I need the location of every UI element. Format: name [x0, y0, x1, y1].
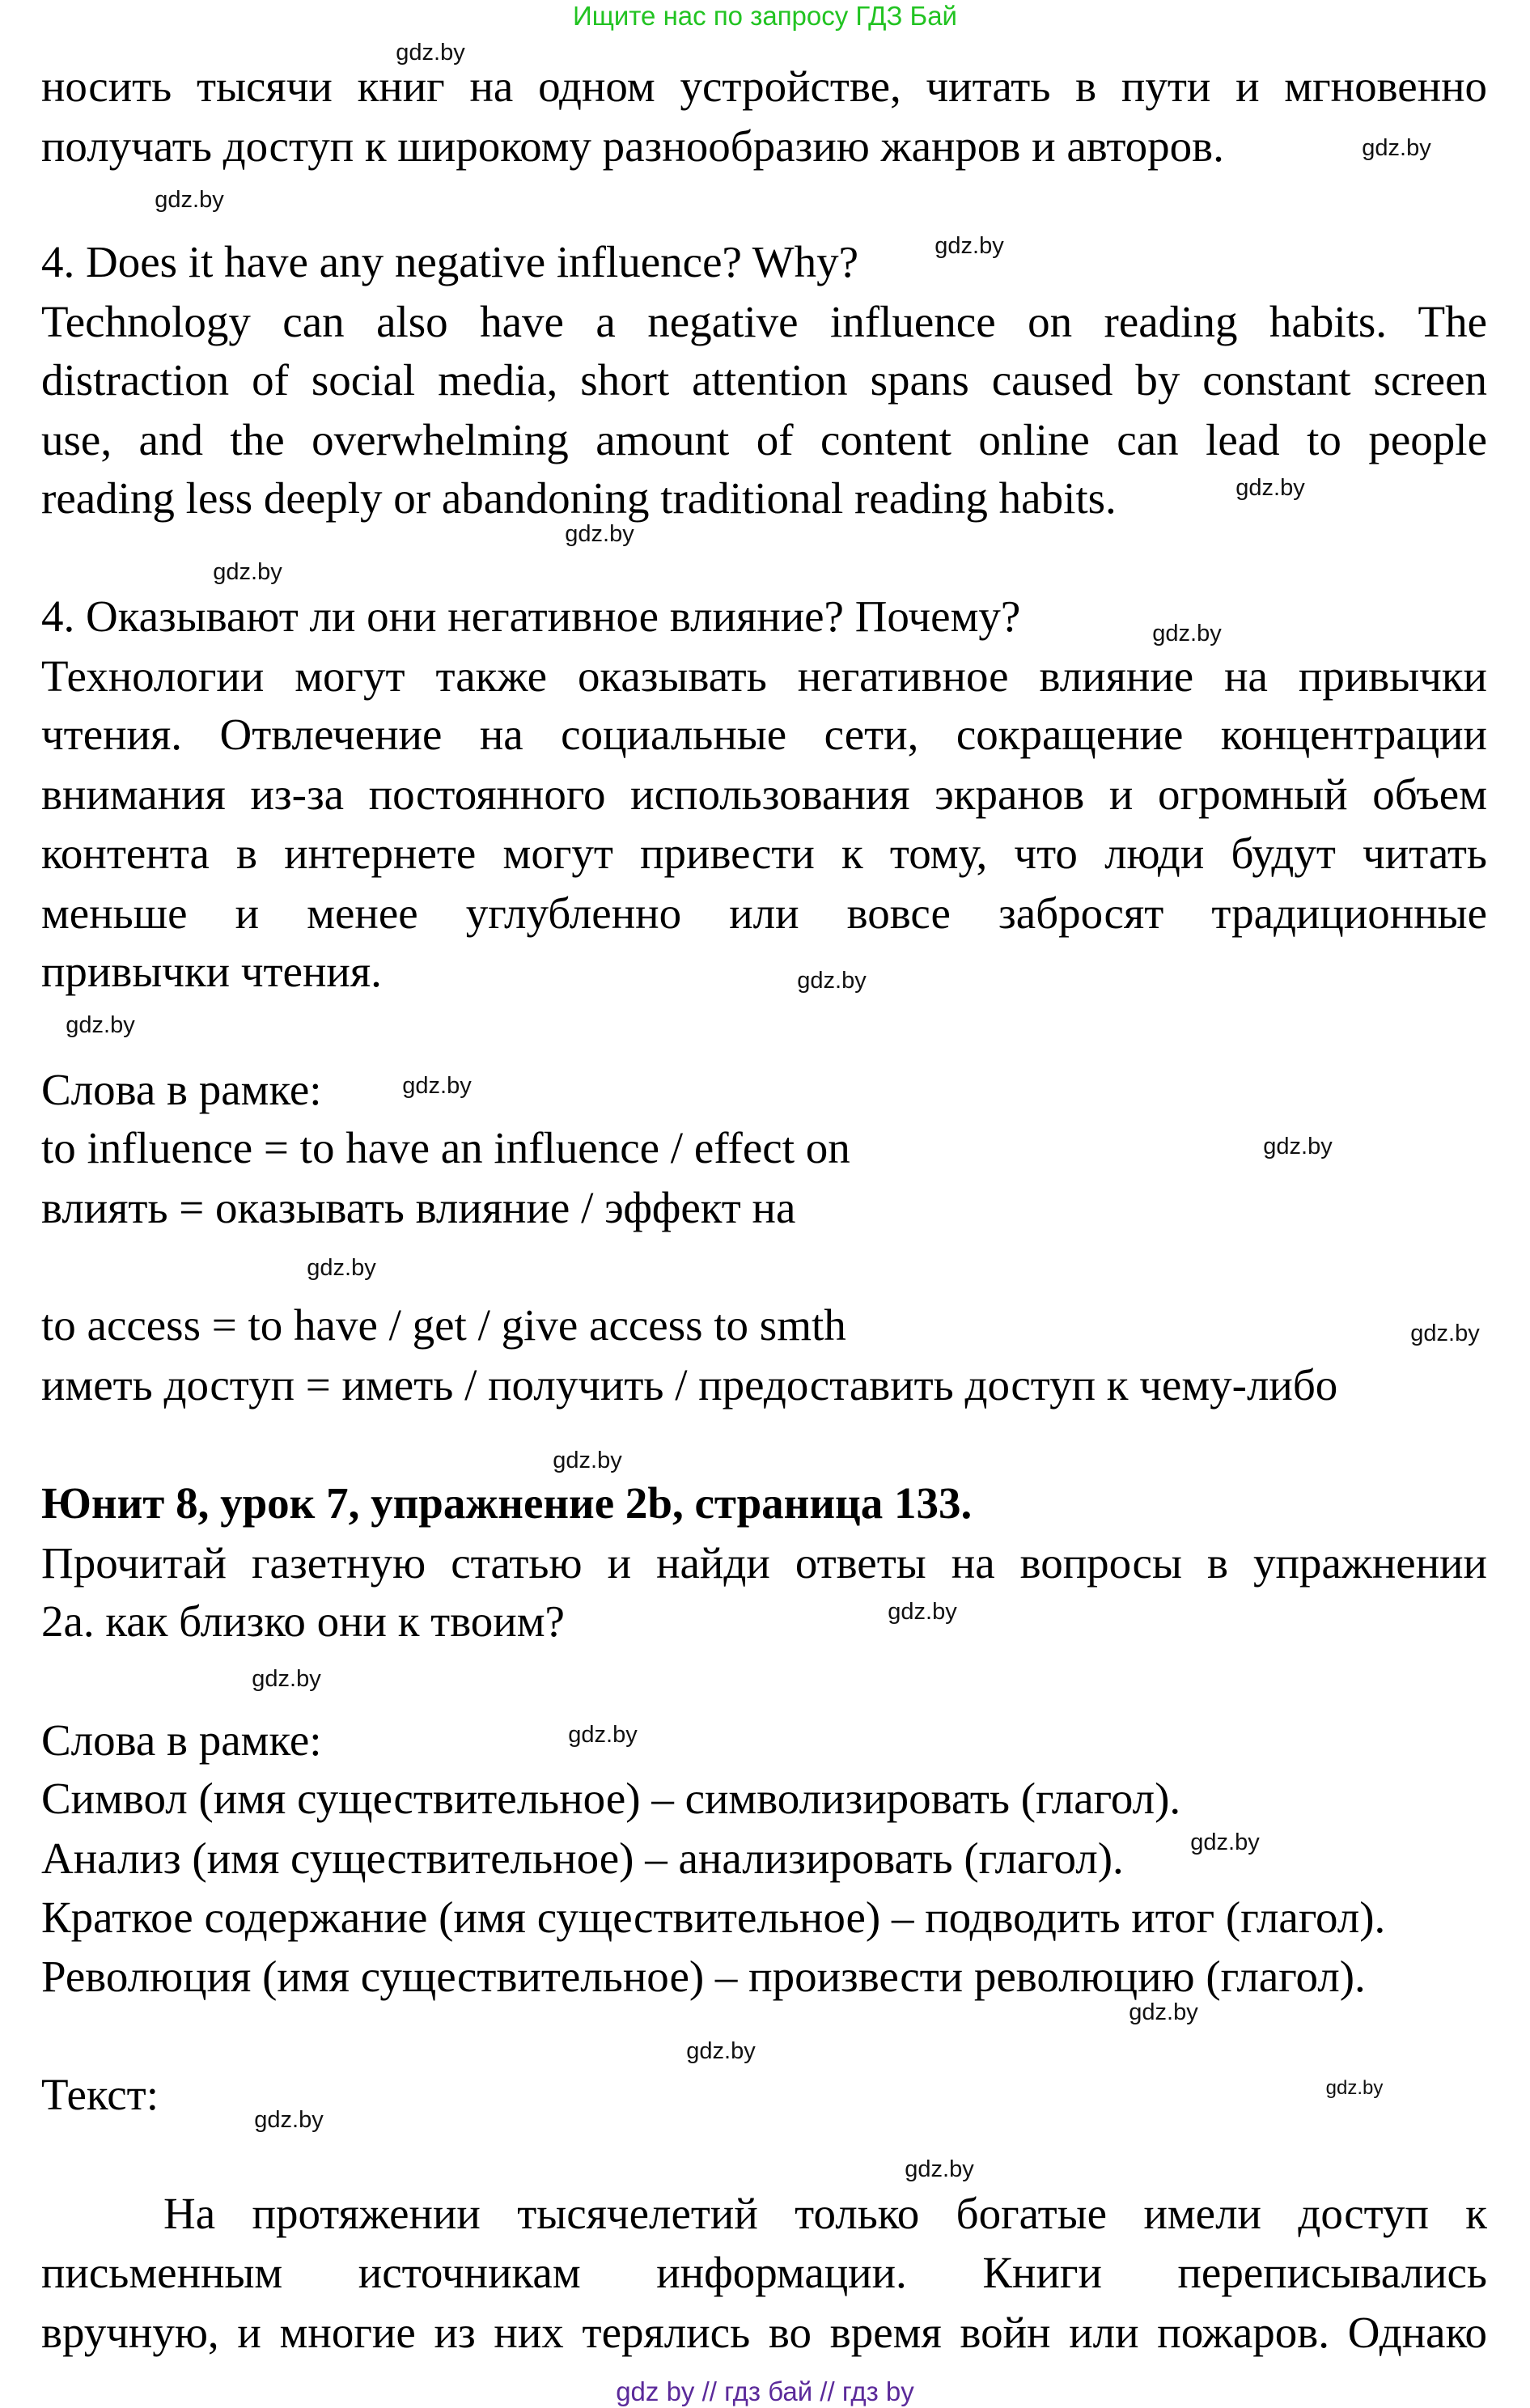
watermark: gdz.by — [66, 1012, 135, 1038]
watermark: gdz.by — [1362, 135, 1431, 161]
watermark: gdz.by — [254, 2107, 324, 2133]
vocab-line: Анализ (имя существительное) – анализировать (глагол). — [41, 1834, 1124, 1883]
question-heading: 4. Does it have any negative influence? Why? — [41, 237, 858, 286]
watermark: gdz.by — [935, 233, 1004, 259]
vocab-line: to influence = to have an influence / effect on — [41, 1123, 850, 1172]
text-line: Технологии могут также оказывать негативное влияние на привычки — [41, 651, 1487, 701]
text-line: На протяжении тысячелетий только богатые имели доступ к — [163, 2189, 1487, 2238]
text-line: чтения. Отвлечение на социальные сети, сокращение концентрации — [41, 710, 1487, 759]
vocab-line: иметь доступ = иметь / получить / предоставить доступ к чему-либо — [41, 1360, 1338, 1410]
text-line: внимания из-за постоянного использования экранов и огромный объем — [41, 769, 1487, 819]
text-line: reading less deeply or abandoning traditional reading habits. — [41, 473, 1117, 523]
text-heading: Текст: — [41, 2070, 159, 2119]
watermark: gdz.by — [686, 2038, 756, 2064]
vocab-line: Революция (имя существительное) – произвести революцию (глагол). — [41, 1952, 1366, 2001]
watermark: gdz.by — [1152, 621, 1222, 647]
vocab-line: влиять = оказывать влияние / эффект на — [41, 1183, 796, 1232]
watermark: gdz.by — [1235, 475, 1305, 501]
task-line: Прочитай газетную статью и найди ответы на вопросы в упражнении — [41, 1538, 1487, 1588]
task-line: 2а. как близко они к твоим? — [41, 1596, 565, 1646]
watermark: gdz.by — [565, 521, 634, 547]
text-line: вручную, и многие из них терялись во время войн или пожаров. Однако — [41, 2308, 1487, 2357]
vocab-line: Краткое содержание (имя существительное) – подводить итог (глагол). — [41, 1893, 1386, 1942]
watermark: gdz.by — [1410, 1321, 1480, 1346]
text-line: носить тысячи книг на одном устройстве, читать в пути и мгновенно — [41, 61, 1487, 111]
watermark: gdz.by — [1129, 1999, 1198, 2025]
text-line: привычки чтения. — [41, 947, 382, 996]
text-line: Technology can also have a negative influence on reading habits. The — [41, 297, 1487, 346]
watermark: gdz.by — [1190, 1829, 1260, 1855]
watermark: gdz.by — [402, 1073, 472, 1099]
vocab-line: to access = to have / get / give access to smth — [41, 1300, 846, 1350]
exercise-title: Юнит 8, урок 7, упражнение 2b, страница 133. — [41, 1478, 973, 1528]
text-line: письменным источникам информации. Книги переписывались — [41, 2248, 1487, 2297]
vocab-heading: Слова в рамке: — [41, 1715, 322, 1765]
watermark: gdz.by — [905, 2156, 974, 2182]
watermark: gdz.by — [888, 1599, 957, 1625]
text-line: контента в интернете могут привести к тому, что люди будут читать — [41, 829, 1487, 878]
text-line: меньше и менее углубленно или вовсе забросят традиционные — [41, 888, 1487, 938]
text-line: получать доступ к широкому разнообразию жанров и авторов. — [41, 121, 1224, 171]
watermark: gdz.by — [1325, 2077, 1384, 2099]
question-heading: 4. Оказывают ли они негативное влияние? Почему? — [41, 591, 1021, 641]
text-line: distraction of social media, short attention spans caused by constant screen — [41, 355, 1487, 405]
watermark: gdz.by — [252, 1666, 321, 1692]
vocab-line: Символ (имя существительное) – символизировать (глагол). — [41, 1774, 1181, 1823]
text-line: use, and the overwhelming amount of content online can lead to people — [41, 415, 1487, 464]
watermark: gdz.by — [553, 1448, 622, 1473]
vocab-heading: Слова в рамке: — [41, 1065, 322, 1114]
footer-links: gdz by // гдз бай // гдз by — [616, 2376, 914, 2406]
watermark: gdz.by — [396, 40, 465, 66]
watermark: gdz.by — [155, 187, 224, 213]
watermark: gdz.by — [307, 1255, 376, 1281]
watermark: gdz.by — [213, 559, 282, 585]
watermark: gdz.by — [1263, 1134, 1333, 1159]
watermark: gdz.by — [568, 1722, 638, 1748]
search-banner: Ищите нас по запросу ГДЗ Бай — [573, 1, 957, 31]
watermark: gdz.by — [797, 968, 867, 994]
